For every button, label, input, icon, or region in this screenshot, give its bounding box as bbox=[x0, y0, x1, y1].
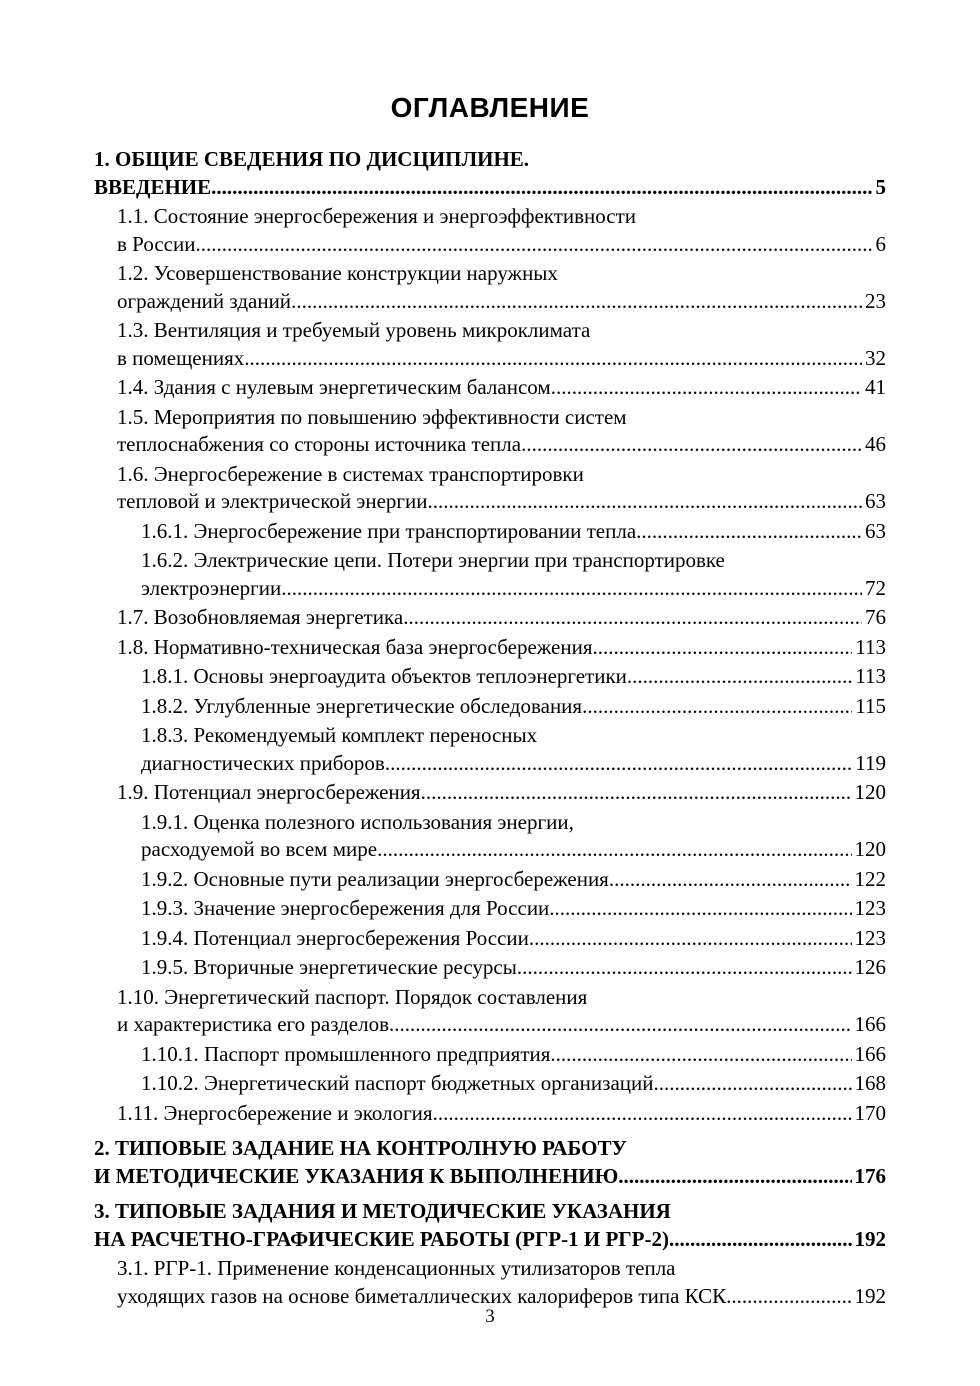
toc-entry-line bbox=[117, 634, 886, 662]
leader-dots bbox=[669, 1226, 852, 1254]
toc-entry bbox=[94, 1100, 886, 1128]
toc-entry bbox=[94, 1255, 886, 1310]
leader-dots bbox=[549, 895, 851, 923]
toc-entry-text: в России bbox=[117, 231, 196, 256]
toc-page-number: 63 bbox=[865, 518, 886, 543]
toc-entry-line bbox=[141, 693, 886, 721]
leader-dots bbox=[517, 954, 852, 982]
leader-dots bbox=[385, 750, 852, 778]
toc-entry-line bbox=[117, 488, 886, 516]
toc-entry bbox=[94, 404, 886, 459]
toc-entry-line bbox=[141, 1070, 886, 1098]
toc-entry-text: 1.1. Состояние энергосбережения и энергоэффективности bbox=[117, 204, 637, 228]
leader-dots bbox=[593, 634, 853, 662]
toc-page-number: 72 bbox=[865, 575, 886, 600]
toc-entry-text: 1.8.1. Основы энергоаудита объектов теплоэнергетики bbox=[141, 664, 627, 688]
toc-entry bbox=[94, 1070, 886, 1098]
toc-entry-line bbox=[117, 374, 886, 402]
leader-dots bbox=[550, 1041, 851, 1069]
toc-page-number: 76 bbox=[865, 605, 886, 629]
toc-page-number: 120 bbox=[854, 837, 886, 861]
toc-page-number: 113 bbox=[855, 664, 886, 688]
toc-entry-line bbox=[117, 1100, 886, 1128]
toc-entry-text: теплоснабжения со стороны источника тепла bbox=[117, 432, 522, 456]
toc-entry-line bbox=[141, 925, 886, 953]
toc-entry bbox=[94, 693, 886, 721]
toc-entry-line bbox=[117, 779, 886, 807]
leader-dots bbox=[377, 836, 851, 864]
toc-page-number: 115 bbox=[855, 693, 886, 718]
toc-entry-text: уходящих газов на основе биметаллических калориферов типа КСК bbox=[117, 1283, 727, 1308]
toc-entry-text: ВВЕДЕНИЕ bbox=[94, 174, 212, 199]
toc-page-number: 5 bbox=[875, 174, 886, 199]
leader-dots bbox=[521, 431, 862, 459]
table-of-contents bbox=[94, 146, 886, 1310]
toc-entry-text: 1.7. Возобновляемая энергетика bbox=[117, 605, 404, 629]
toc-page-number: 41 bbox=[865, 375, 886, 399]
toc-entry-text: И МЕТОДИЧЕСКИЕ УКАЗАНИЯ К ВЫПОЛНЕНИЮ bbox=[94, 1163, 619, 1188]
toc-entry-text: 3.1. РГР-1. Применение конденсационных утилизаторов тепла bbox=[117, 1256, 676, 1280]
page-number: 3 bbox=[485, 1306, 495, 1327]
toc-entry bbox=[94, 203, 886, 258]
toc-entry-line bbox=[141, 575, 886, 603]
toc-entry-line bbox=[117, 604, 886, 632]
toc-entry-text: тепловой и электрической энергии bbox=[117, 489, 428, 513]
toc-entry-text: 1.3. Вентиляция и требуемый уровень микроклимата bbox=[117, 318, 591, 342]
toc-entry-text: ограждений зданий bbox=[117, 288, 292, 313]
toc-entry-line bbox=[117, 231, 886, 259]
toc-entry bbox=[94, 722, 886, 777]
toc-entry bbox=[94, 604, 886, 632]
leader-dots bbox=[582, 693, 852, 721]
toc-entry-text: 1.8. Нормативно-техническая база энергосбережения bbox=[117, 634, 593, 659]
toc-entry bbox=[94, 260, 886, 315]
toc-entry-text: 1.5. Мероприятия по повышению эффективности систем bbox=[117, 404, 627, 429]
toc-page-number: 23 bbox=[865, 288, 886, 313]
toc-entry bbox=[94, 925, 886, 953]
toc-entry-text: 1.6.1. Энергосбережение при транспортировании тепла bbox=[141, 518, 637, 543]
toc-entry-text: 1.8.3. Рекомендуемый комплект переносных bbox=[141, 723, 538, 747]
toc-page-number: 192 bbox=[854, 1226, 886, 1251]
toc-entry-text: 1.9.5. Вторичные энергетические ресурсы bbox=[141, 955, 517, 979]
toc-entry bbox=[94, 663, 886, 691]
toc-entry bbox=[94, 866, 886, 894]
toc-entry-text: электроэнергии bbox=[141, 575, 282, 600]
toc-entry bbox=[94, 895, 886, 923]
toc-entry-text: 1.10. Энергетический паспорт. Порядок составления bbox=[117, 984, 588, 1009]
leader-dots bbox=[653, 1070, 851, 1098]
toc-entry-line bbox=[94, 1163, 886, 1191]
leader-dots bbox=[627, 663, 852, 691]
toc-page-number: 6 bbox=[875, 231, 886, 256]
leader-dots bbox=[244, 345, 862, 373]
toc-page-number: 46 bbox=[865, 432, 886, 456]
toc-page-number: 168 bbox=[854, 1071, 886, 1095]
toc-page-number: 166 bbox=[854, 1041, 886, 1066]
toc-entry-text: 1.9.4. Потенциал энергосбережения России bbox=[141, 925, 529, 950]
toc-entry-text: 1.6.2. Электрические цепи. Потери энергии при транспортировке bbox=[141, 548, 725, 572]
toc-entry bbox=[94, 634, 886, 662]
toc-page-number: 32 bbox=[865, 345, 886, 370]
toc-entry bbox=[94, 954, 886, 982]
leader-dots bbox=[281, 575, 862, 603]
toc-page-number: 113 bbox=[855, 634, 886, 659]
toc-entry-line bbox=[141, 663, 886, 691]
toc-entry bbox=[94, 1198, 886, 1253]
toc-entry-text: 3. ТИПОВЫЕ ЗАДАНИЯ И МЕТОДИЧЕСКИЕ УКАЗАНИЯ bbox=[94, 1199, 671, 1223]
toc-entry-line bbox=[141, 750, 886, 778]
toc-entry-text: 1.9.3. Значение энергосбережения для России bbox=[141, 896, 550, 920]
leader-dots bbox=[551, 374, 862, 402]
toc-page-number: 122 bbox=[854, 866, 886, 891]
toc-entry-line bbox=[141, 1041, 886, 1069]
leader-dots bbox=[529, 925, 852, 953]
toc-entry-text: 1.4. Здания с нулевым энергетическим балансом bbox=[117, 375, 551, 399]
toc-entry-text: 1.6. Энергосбережение в системах транспортировки bbox=[117, 461, 584, 486]
toc-page-number: 120 bbox=[854, 780, 886, 804]
toc-entry-line bbox=[141, 954, 886, 982]
toc-page-number: 170 bbox=[854, 1100, 886, 1125]
toc-entry-text: 1.11. Энергосбережение и экология bbox=[117, 1100, 433, 1125]
toc-entry bbox=[94, 779, 886, 807]
toc-entry-line bbox=[117, 345, 886, 373]
toc-entry-text: 1.2. Усовершенствование конструкции наружных bbox=[117, 261, 558, 285]
page-title: ОГЛАВЛЕНИЕ bbox=[390, 92, 590, 123]
toc-page-number: 166 bbox=[854, 1012, 886, 1036]
toc-entry bbox=[94, 317, 886, 372]
toc-entry bbox=[94, 984, 886, 1039]
toc-entry bbox=[94, 518, 886, 546]
toc-entry-line bbox=[141, 895, 886, 923]
leader-dots bbox=[428, 488, 862, 516]
toc-entry-text: 1. ОБЩИЕ СВЕДЕНИЯ ПО ДИСЦИПЛИНЕ. bbox=[94, 147, 530, 171]
toc-entry-text: диагностических приборов bbox=[141, 750, 385, 775]
toc-page-number: 123 bbox=[854, 896, 886, 920]
toc-entry-line bbox=[94, 174, 886, 202]
toc-entry-text: 1.10.1. Паспорт промышленного предприятия bbox=[141, 1041, 551, 1066]
toc-entry-text: расходуемой во всем мире bbox=[141, 837, 378, 861]
toc-entry-line bbox=[117, 1011, 886, 1039]
toc-entry bbox=[94, 146, 886, 201]
toc-entry bbox=[94, 1041, 886, 1069]
toc-page-number: 176 bbox=[854, 1163, 886, 1188]
toc-entry bbox=[94, 374, 886, 402]
toc-entry-line bbox=[94, 1226, 886, 1254]
leader-dots bbox=[291, 288, 862, 316]
toc-entry-text: и характеристика его разделов bbox=[117, 1012, 390, 1036]
leader-dots bbox=[211, 174, 872, 202]
toc-entry-text: 1.9.2. Основные пути реализации энергосбережения bbox=[141, 866, 609, 891]
toc-entry-text: НА РАСЧЕТНО-ГРАФИЧЕСКИЕ РАБОТЫ (РГР-1 И РГР-2) bbox=[94, 1226, 669, 1251]
leader-dots bbox=[618, 1163, 851, 1191]
toc-entry-line bbox=[141, 518, 886, 546]
toc-entry-text: 2. ТИПОВЫЕ ЗАДАНИЕ НА КОНТРОЛНУЮ РАБОТУ bbox=[94, 1136, 627, 1160]
leader-dots bbox=[636, 518, 862, 546]
toc-entry-line bbox=[141, 836, 886, 864]
toc-entry bbox=[94, 809, 886, 864]
toc-entry-line bbox=[117, 288, 886, 316]
leader-dots bbox=[433, 1100, 852, 1128]
toc-entry-line bbox=[141, 866, 886, 894]
toc-entry-line bbox=[117, 431, 886, 459]
toc-page-number: 126 bbox=[854, 955, 886, 979]
toc-entry-text: 1.10.2. Энергетический паспорт бюджетных организаций bbox=[141, 1071, 654, 1095]
leader-dots bbox=[389, 1011, 851, 1039]
toc-entry-text: 1.8.2. Углубленные энергетические обследования bbox=[141, 693, 583, 718]
toc-entry bbox=[94, 1135, 886, 1190]
leader-dots bbox=[195, 231, 872, 259]
toc-page-number: 192 bbox=[854, 1283, 886, 1308]
toc-entry-text: 1.9.1. Оценка полезного использования энергии, bbox=[141, 809, 574, 834]
toc-page-number: 119 bbox=[855, 750, 886, 775]
leader-dots bbox=[609, 866, 852, 894]
toc-page-number: 63 bbox=[865, 489, 886, 513]
toc-page-number: 123 bbox=[854, 925, 886, 950]
toc-entry bbox=[94, 547, 886, 602]
leader-dots bbox=[403, 604, 862, 632]
toc-entry bbox=[94, 461, 886, 516]
leader-dots bbox=[421, 779, 852, 807]
toc-entry-text: в помещениях bbox=[117, 345, 245, 370]
toc-entry-text: 1.9. Потенциал энергосбережения bbox=[117, 780, 421, 804]
